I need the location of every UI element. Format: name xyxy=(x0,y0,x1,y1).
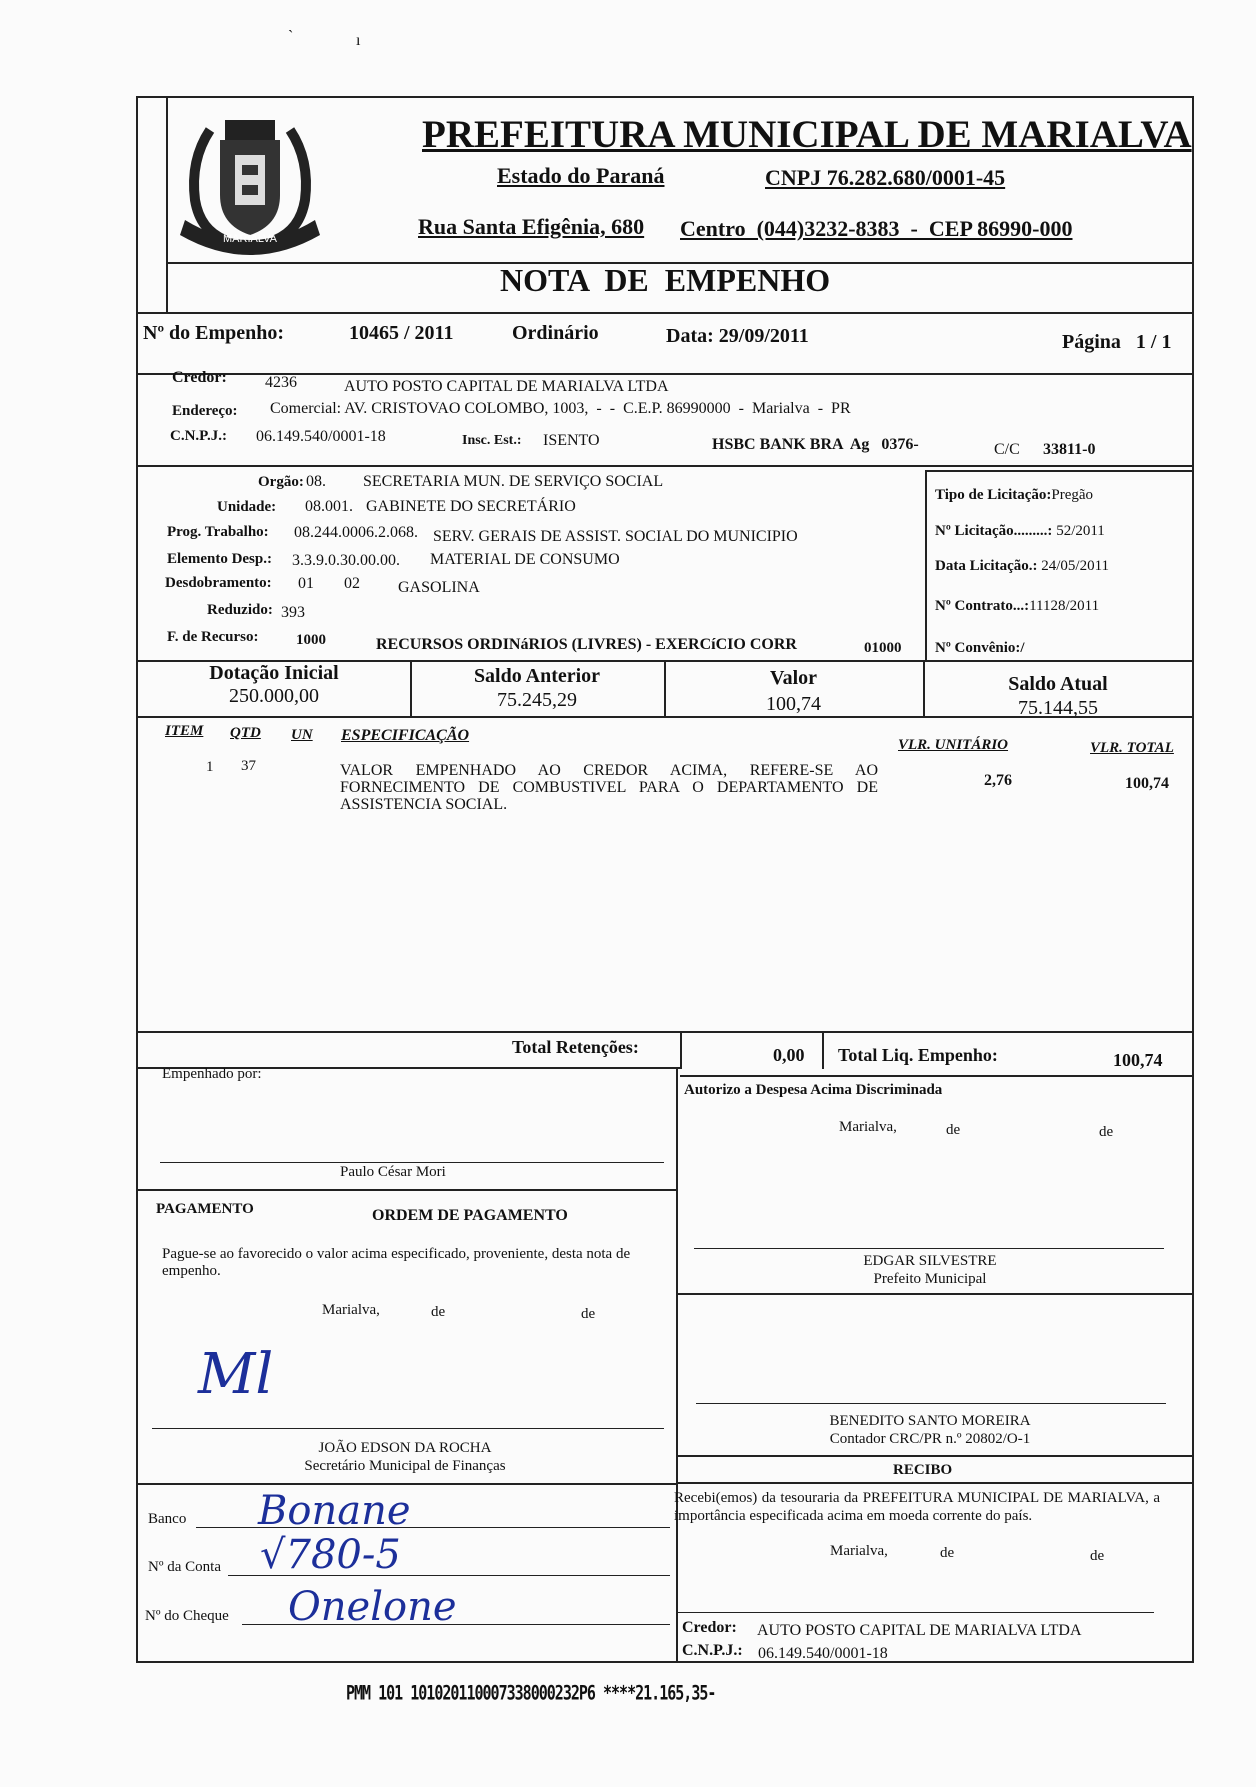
col-especificacao: ESPECIFICAÇÃO xyxy=(341,727,470,744)
col-qtd: QTD xyxy=(230,725,261,741)
desdobramento-2: 02 xyxy=(344,575,360,592)
total-liquido-label: Total Liq. Empenho: xyxy=(838,1045,998,1065)
reduzido-label: Reduzido: xyxy=(207,602,273,618)
saldo-anterior-value: 75.245,29 xyxy=(497,689,577,711)
conta-label: Nº da Conta xyxy=(148,1559,221,1575)
recibo-text: Recebi(emos) da tesouraria da PREFEITURA MUNICIPAL DE MARIALVA, a importância especificada acima em moeda corrente do país. xyxy=(674,1490,1160,1524)
credor-bank: HSBC BANK BRA Ag 0376- xyxy=(712,436,919,453)
prefeito-cargo: Prefeito Municipal xyxy=(873,1271,987,1287)
prog-label: Prog. Trabalho: xyxy=(167,524,269,540)
pague-se-text: Pague-se ao favorecido o valor acima especificado, proveniente, desta nota de empenho. xyxy=(162,1246,631,1279)
item-especificacao: VALOR EMPENHADO AO CREDOR ACIMA, REFERE-SE AO FORNECIMENTO DE COMBUSTIVEL PARA O DEPARTAMENTO DE ASSISTENCIA SOCIAL. xyxy=(340,762,878,813)
autorizo-de-2: de xyxy=(1099,1124,1114,1140)
recibo-credor-nome: AUTO POSTO CAPITAL DE MARIALVA LTDA xyxy=(757,1622,1082,1639)
rubrica-signature: Ml xyxy=(198,1342,274,1407)
total-liquido-value: 100,74 xyxy=(1113,1050,1163,1070)
elemento-desc: MATERIAL DE CONSUMO xyxy=(430,551,620,568)
pagamento-de-1: de xyxy=(431,1304,446,1320)
unidade-code: 08.001. xyxy=(305,498,353,515)
secretario-nome: JOÃO EDSON DA ROCHA xyxy=(318,1440,492,1456)
retencoes-label: Total Retenções: xyxy=(512,1037,639,1057)
orgao-code: 08. xyxy=(306,473,326,490)
ordem-pagamento-label: ORDEM DE PAGAMENTO xyxy=(372,1207,568,1224)
elemento-code: 3.3.9.0.30.00.00. xyxy=(292,552,400,569)
desdobramento-desc: GASOLINA xyxy=(398,579,480,596)
credor-code: 4236 xyxy=(265,374,297,391)
recibo-de-1: de xyxy=(940,1545,955,1561)
cheque-handwritten: Onelone xyxy=(288,1584,457,1630)
header-street: Rua Santa Efigênia, 680 xyxy=(418,214,645,239)
item-vlr-total: 100,74 xyxy=(1125,775,1169,792)
conta-handwritten: √780-5 xyxy=(260,1532,401,1578)
data-licitacao: Data Licitação.: 24/05/2011 xyxy=(935,558,1110,574)
dotacao-value: 250.000,00 xyxy=(229,685,319,707)
saldo-anterior-label: Saldo Anterior xyxy=(473,665,601,687)
pagamento-label: PAGAMENTO xyxy=(156,1201,254,1217)
header-address: Centro (044)3232-8383 - CEP 86990-000 xyxy=(680,216,1073,241)
insc-value: ISENTO xyxy=(543,432,600,449)
orgao-label: Orgão: xyxy=(258,474,304,490)
numero-licitacao: Nº Licitação.........: 52/2011 xyxy=(935,523,1105,539)
recibo-credor-label: Credor: xyxy=(682,1619,737,1636)
numero-convenio: Nº Convênio:/ xyxy=(935,640,1025,656)
unidade-label: Unidade: xyxy=(217,499,277,515)
empenhado-por-label: Empenhado por: xyxy=(162,1066,262,1082)
header-title: PREFEITURA MUNICIPAL DE MARIALVA xyxy=(422,113,1192,156)
empenhado-por-nome: Paulo César Mori xyxy=(340,1164,446,1180)
col-un: UN xyxy=(291,727,313,743)
footer-code: PMM 101 101020110007338000232P6 ****21.165,35- xyxy=(346,1681,716,1705)
valor-label: Valor xyxy=(769,667,818,689)
credor-cnpj: 06.149.540/0001-18 xyxy=(256,428,386,445)
cheque-label: Nº do Cheque xyxy=(145,1608,229,1624)
fonte-desc: RECURSOS ORDINáRIOS (LIVRES) - EXERCíCIO CORR xyxy=(376,636,797,653)
desdobramento-1: 01 xyxy=(298,575,314,592)
scan-speck: ı xyxy=(356,32,361,49)
fonte-code: 1000 xyxy=(296,632,326,648)
contador-cargo: Contador CRC/PR n.º 20802/O-1 xyxy=(829,1431,1031,1447)
tipo-licitacao: Tipo de Licitação:Pregão xyxy=(935,487,1094,503)
cc-value: 33811-0 xyxy=(1043,441,1096,458)
contador-nome: BENEDITO SANTO MOREIRA xyxy=(829,1413,1031,1429)
saldo-atual-label: Saldo Atual xyxy=(1008,673,1108,695)
empenho-type: Ordinário xyxy=(512,322,599,344)
page-number: Página 1 / 1 xyxy=(1062,331,1172,353)
item-qtd: 37 xyxy=(241,758,256,774)
credor-label: Credor: xyxy=(172,369,227,386)
item-number: 1 xyxy=(206,759,214,775)
empenho-number-label: Nº do Empenho: xyxy=(143,322,285,344)
banco-handwritten: Bonane xyxy=(258,1488,411,1534)
prefeito-nome: EDGAR SILVESTRE xyxy=(863,1253,997,1269)
col-vlr-total: VLR. TOTAL xyxy=(1090,740,1174,756)
prog-code: 08.244.0006.2.068. xyxy=(294,524,418,541)
credor-address: Comercial: AV. CRISTOVAO COLOMBO, 1003, - - C.E.P. 86990000 - Marialva - PR xyxy=(270,400,851,417)
saldo-atual-value: 75.144,55 xyxy=(1018,697,1098,719)
recibo-cnpj: 06.149.540/0001-18 xyxy=(758,1645,888,1662)
empenho-number: 10465 / 2011 xyxy=(349,322,454,344)
recibo-de-2: de xyxy=(1090,1548,1105,1564)
secretario-cargo: Secretário Municipal de Finanças xyxy=(304,1458,506,1474)
credor-name: AUTO POSTO CAPITAL DE MARIALVA LTDA xyxy=(344,378,669,395)
autorizo-label: Autorizo a Despesa Acima Discriminada xyxy=(684,1082,943,1098)
insc-label: Insc. Est.: xyxy=(462,433,522,448)
numero-contrato: Nº Contrato...:11128/2011 xyxy=(935,598,1100,614)
fonte-label: F. de Recurso: xyxy=(167,629,259,645)
fonte-number: 01000 xyxy=(864,640,902,656)
empenho-date: Data: 29/09/2011 xyxy=(666,325,809,347)
endereco-label: Endereço: xyxy=(172,403,238,419)
municipal-crest-icon xyxy=(170,100,330,260)
banco-label: Banco xyxy=(148,1511,187,1527)
valor-value: 100,74 xyxy=(766,693,821,715)
header-state: Estado do Paraná xyxy=(497,163,665,188)
prog-desc: SERV. GERAIS DE ASSIST. SOCIAL DO MUNICIPIO xyxy=(433,528,798,545)
recibo-city: Marialva, xyxy=(830,1543,888,1559)
dotacao-label: Dotação Inicial xyxy=(209,662,339,684)
scan-speck: ˋ xyxy=(288,28,294,45)
pagamento-city: Marialva, xyxy=(322,1302,380,1318)
orgao-desc: SECRETARIA MUN. DE SERVIÇO SOCIAL xyxy=(363,473,664,490)
col-item: ITEM xyxy=(165,723,204,739)
recibo-cnpj-label: C.N.P.J.: xyxy=(682,1642,743,1659)
item-vlr-unitario: 2,76 xyxy=(984,772,1012,789)
retencoes-value: 0,00 xyxy=(773,1045,805,1065)
desdobramento-label: Desdobramento: xyxy=(165,575,272,591)
crest-banner-text: MARIALVA xyxy=(223,233,277,245)
header-cnpj: CNPJ 76.282.680/0001-45 xyxy=(765,165,1006,190)
autorizo-de-1: de xyxy=(946,1122,961,1138)
col-vlr-unitario: VLR. UNITÁRIO xyxy=(898,737,1009,753)
elemento-label: Elemento Desp.: xyxy=(167,551,272,567)
recibo-label: RECIBO xyxy=(893,1462,953,1478)
autorizo-city: Marialva, xyxy=(839,1119,897,1135)
document-title: NOTA DE EMPENHO xyxy=(500,262,831,298)
pagamento-de-2: de xyxy=(581,1306,596,1322)
unidade-desc: GABINETE DO SECRETÁRIO xyxy=(366,498,576,515)
cc-label: C/C xyxy=(994,441,1020,458)
cnpj-label: C.N.P.J.: xyxy=(170,428,227,444)
reduzido-value: 393 xyxy=(281,604,305,621)
